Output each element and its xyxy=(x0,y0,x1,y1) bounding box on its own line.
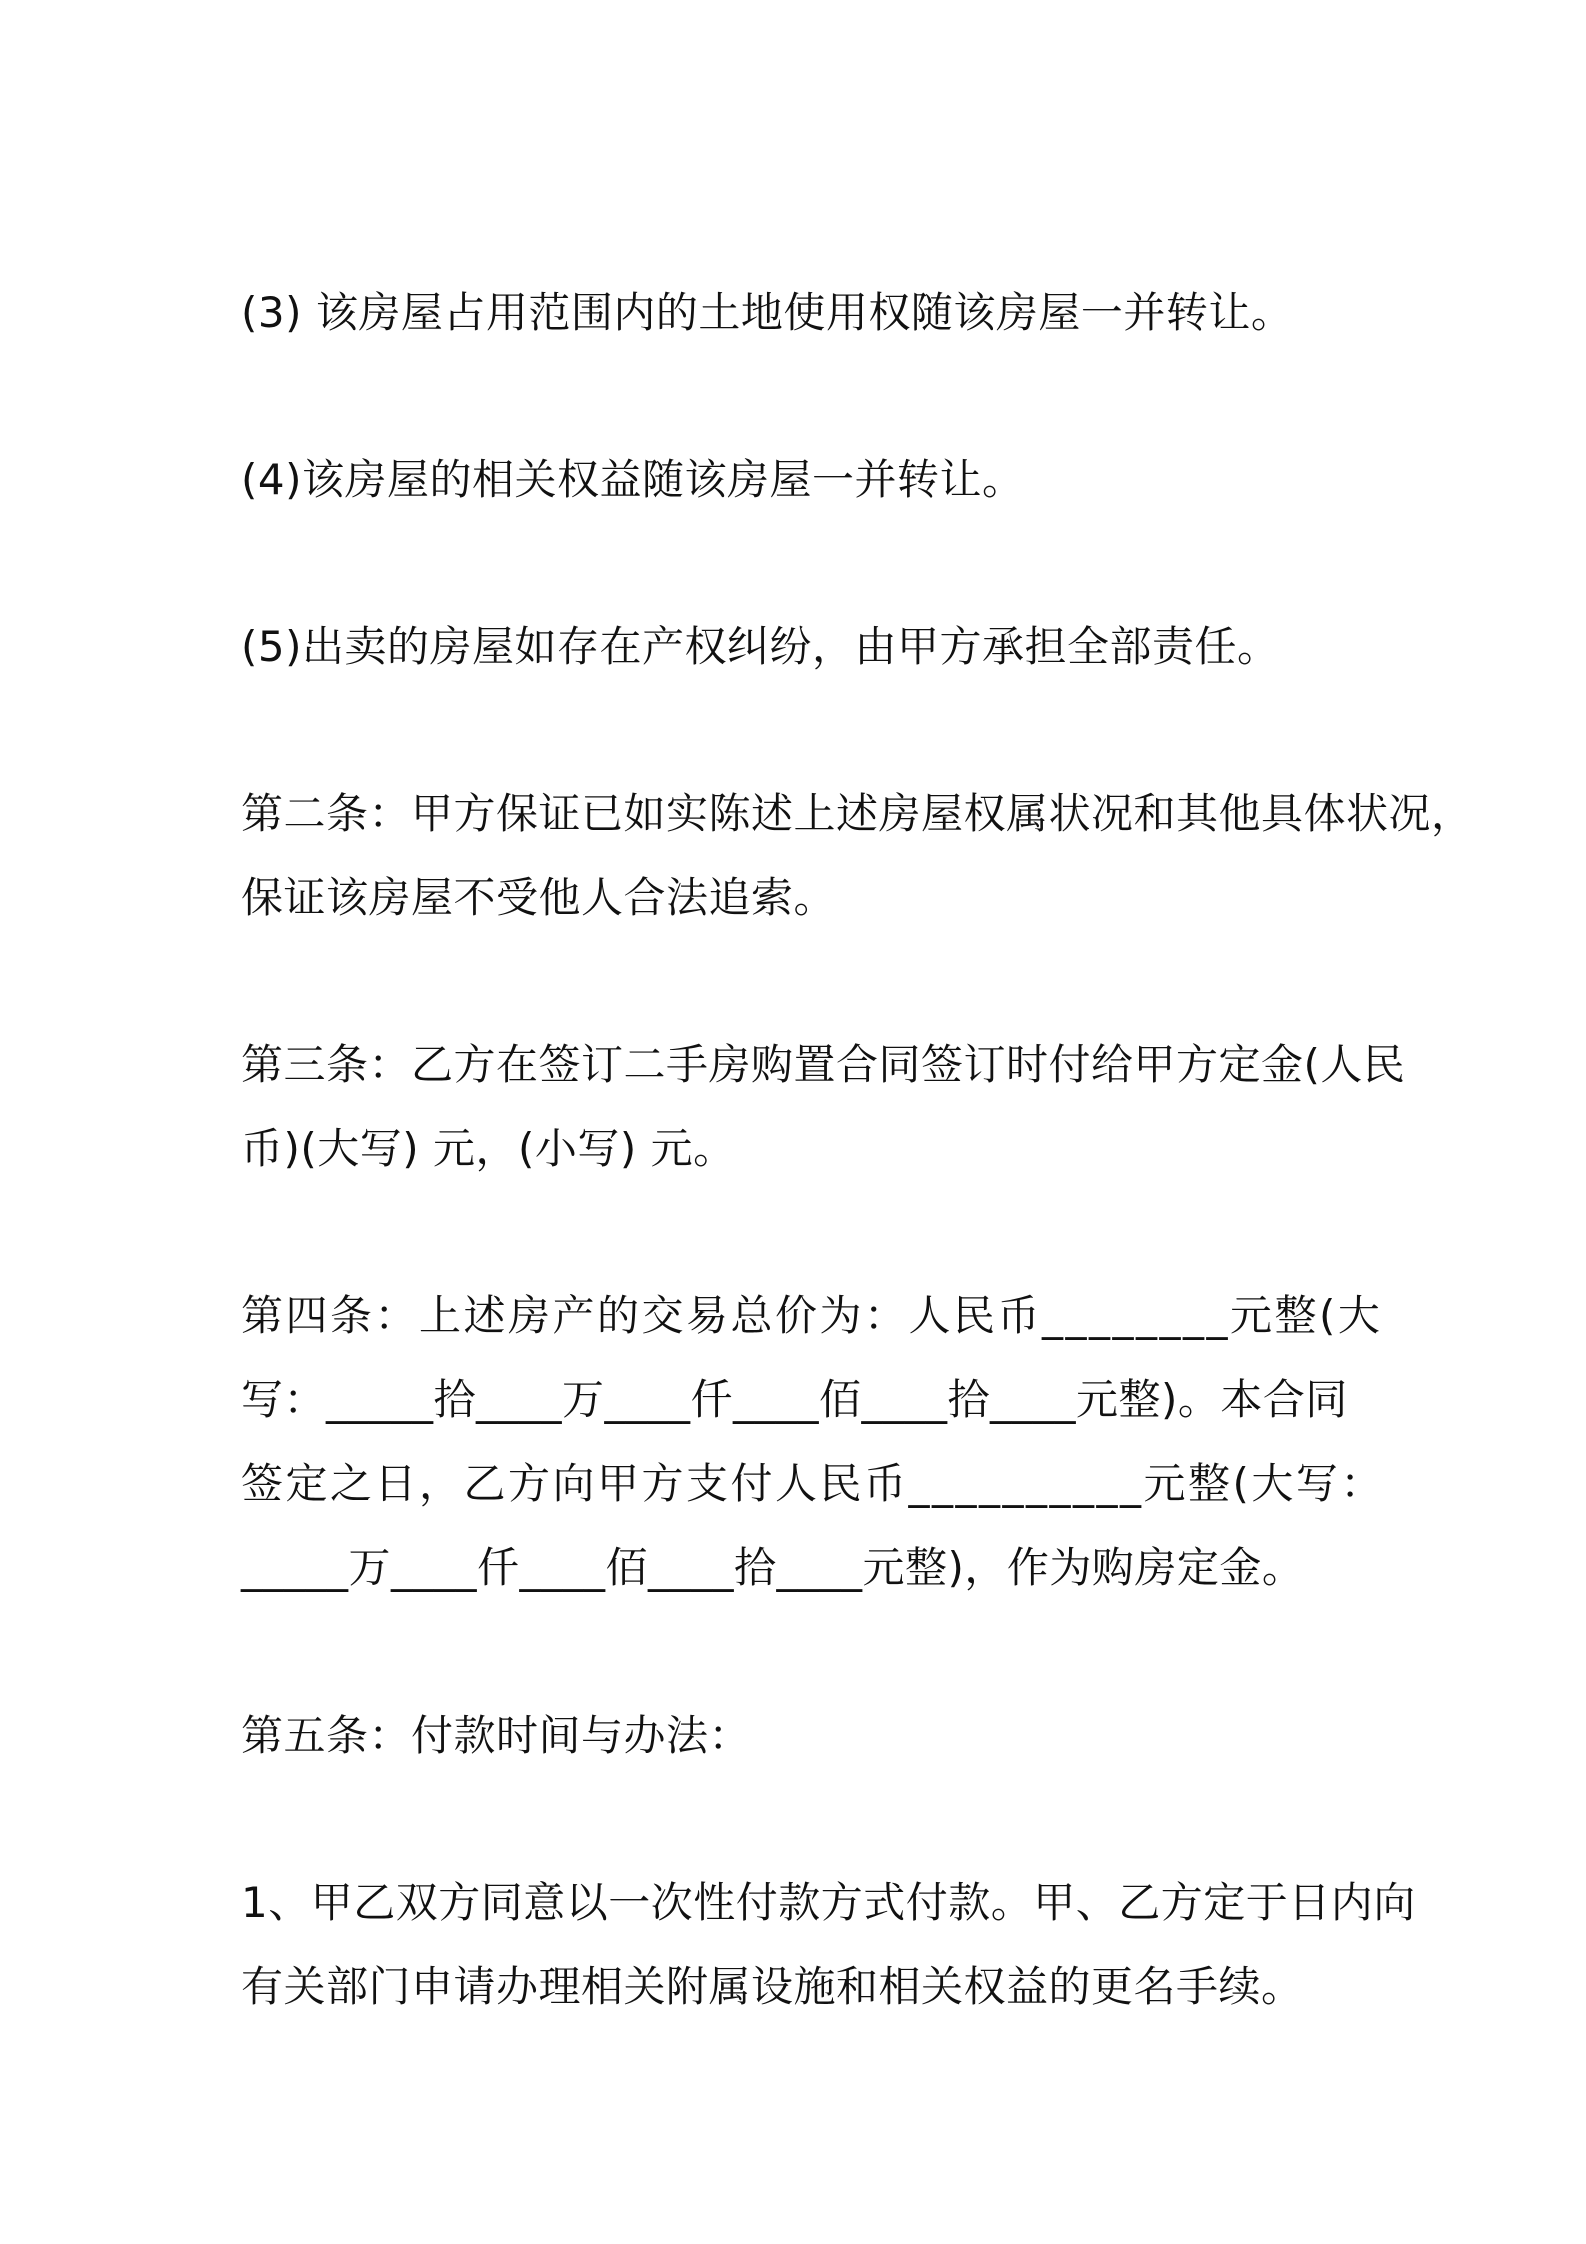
clause-item-5: (5)出卖的房屋如存在产权纠纷，由甲方承担全部责任。 xyxy=(241,622,1280,671)
clause-item-4: (4)该房屋的相关权益随该房屋一并转让。 xyxy=(241,455,1025,504)
clause-item-3: (3) 该房屋占用范围内的土地使用权随该房屋一并转让。 xyxy=(241,288,1294,337)
article-5-item-1-line-2: 有关部门申请办理相关附属设施和相关权益的更名手续。 xyxy=(241,1962,1304,2011)
article-2-line-2: 保证该房屋不受他人合法追索。 xyxy=(241,873,837,922)
article-4-line-2: 写：_____拾____万____仟____佰____拾____元整)。本合同 xyxy=(241,1375,1348,1424)
article-3-line-1: 第三条：乙方在签订二手房购置合同签订时付给甲方定金(人民 xyxy=(241,1040,1406,1089)
article-4-line-3: 签定之日，乙方向甲方支付人民币__________元整(大写： xyxy=(241,1459,1385,1508)
article-2-line-1: 第二条：甲方保证已如实陈述上述房屋权属状况和其他具体状况， xyxy=(241,789,1474,838)
article-5-item-1-line-1: 1、甲乙双方同意以一次性付款方式付款。甲、乙方定于日内向 xyxy=(241,1878,1416,1927)
article-4-line-4: _____万____仟____佰____拾____元整)，作为购房定金。 xyxy=(241,1543,1305,1592)
article-3-line-2: 币)(大写) 元，(小写) 元。 xyxy=(241,1124,736,1173)
article-5-heading: 第五条：付款时间与办法： xyxy=(241,1711,752,1760)
article-4-line-1: 第四条：上述房产的交易总价为：人民币________元整(大 xyxy=(241,1291,1383,1340)
